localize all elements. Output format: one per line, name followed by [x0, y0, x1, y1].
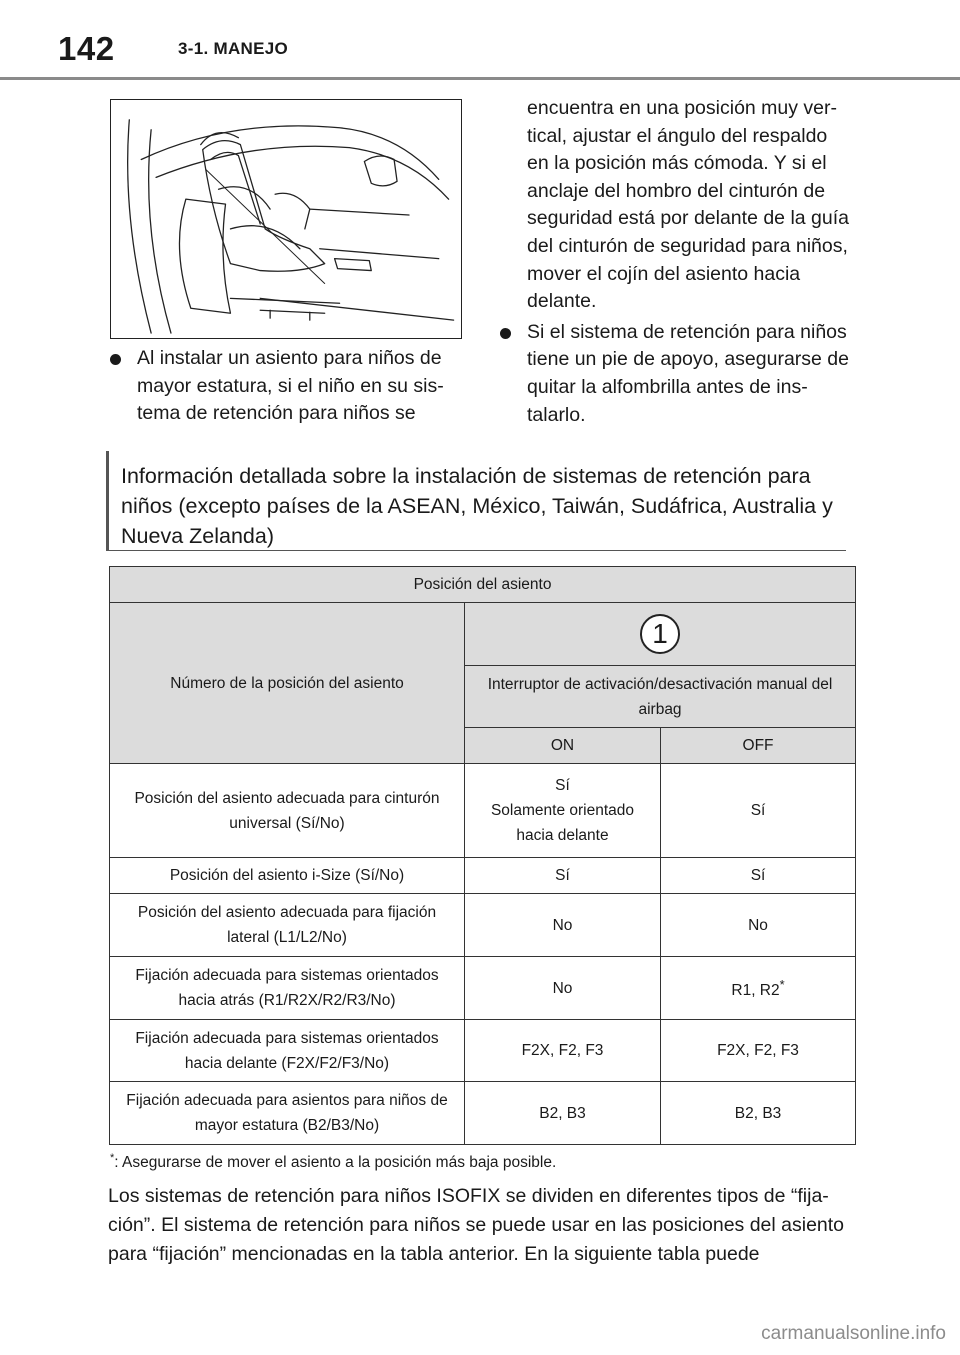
- table-row: [110, 764, 856, 858]
- on-value-note: Solamente orientado hacia delante: [490, 802, 635, 844]
- seat-compatibility-table: [109, 566, 856, 1145]
- table-row: [110, 858, 856, 894]
- off-value: Sí: [661, 764, 856, 858]
- section-title: 3-1. MANEJO: [178, 39, 289, 58]
- footnote-marker: *: [779, 977, 785, 993]
- row-label: Posición del asiento adecuada para fijación lateral (L1/L2/No): [110, 894, 465, 957]
- row-label: Fijación adecuada para sistemas orientados hacia delante (F2X/F2/F3/No): [110, 1020, 465, 1082]
- on-value: No: [465, 957, 661, 1020]
- table-footnote: [110, 1152, 556, 1172]
- table-title: Posición del asiento: [110, 567, 856, 603]
- off-value: F2X, F2, F3: [661, 1020, 856, 1082]
- on-column-header: ON: [465, 728, 661, 764]
- on-value: No: [465, 894, 661, 957]
- table-row: [110, 957, 856, 1020]
- table-row: [110, 1020, 856, 1082]
- bullet-text: Al instalar un asiento para niños de mayor estatura, si el niño en su sis- tema de retención para niños se: [137, 347, 444, 425]
- off-value-text: R1, R2: [731, 982, 780, 1000]
- off-value: [661, 957, 856, 1020]
- header-divider: [0, 77, 960, 80]
- airbag-switch-label: Interruptor de activación/desactivación manual del airbag: [465, 666, 856, 728]
- footnote-text: : Asegurarse de mover el asiento a la posición más baja posible.: [114, 1154, 557, 1172]
- section-subheading: Información detallada sobre la instalación de sistemas de retención para niños (excepto países de la ASEAN, México, Taiwán, Sudáfrica, Australia y Nueva Zelanda): [106, 451, 846, 551]
- seat-number-badge: 1: [640, 614, 680, 654]
- watermark: carmanualsonline.info: [761, 1323, 946, 1344]
- off-value: B2, B3: [661, 1082, 856, 1145]
- off-value: No: [661, 894, 856, 957]
- off-column-header: OFF: [661, 728, 856, 764]
- bullet-dot-icon: [110, 354, 121, 365]
- seat-number-cell: [465, 603, 856, 666]
- on-value: [465, 764, 661, 858]
- bullet-item: [498, 319, 850, 429]
- continued-text: encuentra en una posición muy ver- tical, ajustar el ángulo del respaldo en la posición más cómoda. Y si el anclaje del hombro del cinturón de seguridad está por delante de la guía del cinturón de seguridad para niños, mover el cojín del asiento hacia delante.: [527, 97, 849, 313]
- bullet-text: Si el sistema de retención para niños tiene un pie de apoyo, asegurarse de quitar la alfombrilla antes de ins- talarlo.: [527, 320, 849, 426]
- seat-number-label: Número de la posición del asiento: [110, 603, 465, 764]
- row-label: Fijación adecuada para sistemas orientados hacia atrás (R1/R2X/R2/R3/No): [110, 957, 465, 1020]
- table-row: [110, 1082, 856, 1145]
- body-paragraph: Los sistemas de retención para niños ISOFIX se dividen en diferentes tipos de “fija- ción”. El sistema de retención para niños se puede usar en las posiciones del asiento para “fijación” mencionadas en la tabla anterior. En la siguiente tabla puede: [108, 1185, 845, 1265]
- on-value-main: Sí: [555, 777, 570, 794]
- row-label: Posición del asiento i-Size (Sí/No): [110, 858, 465, 894]
- on-value: F2X, F2, F3: [465, 1020, 661, 1082]
- page-number: 142: [58, 30, 115, 67]
- child-seat-illustration: [110, 99, 462, 339]
- footnote-mark: *: [110, 1152, 115, 1164]
- on-value: B2, B3: [465, 1082, 661, 1145]
- row-label: Fijación adecuada para asientos para niños de mayor estatura (B2/B3/No): [110, 1082, 465, 1145]
- bullet-item: [108, 345, 464, 428]
- on-value: Sí: [465, 858, 661, 894]
- bullet-dot-icon: [500, 328, 511, 339]
- off-value: Sí: [661, 858, 856, 894]
- table-row: [110, 894, 856, 957]
- row-label: Posición del asiento adecuada para cinturón universal (Sí/No): [110, 764, 465, 858]
